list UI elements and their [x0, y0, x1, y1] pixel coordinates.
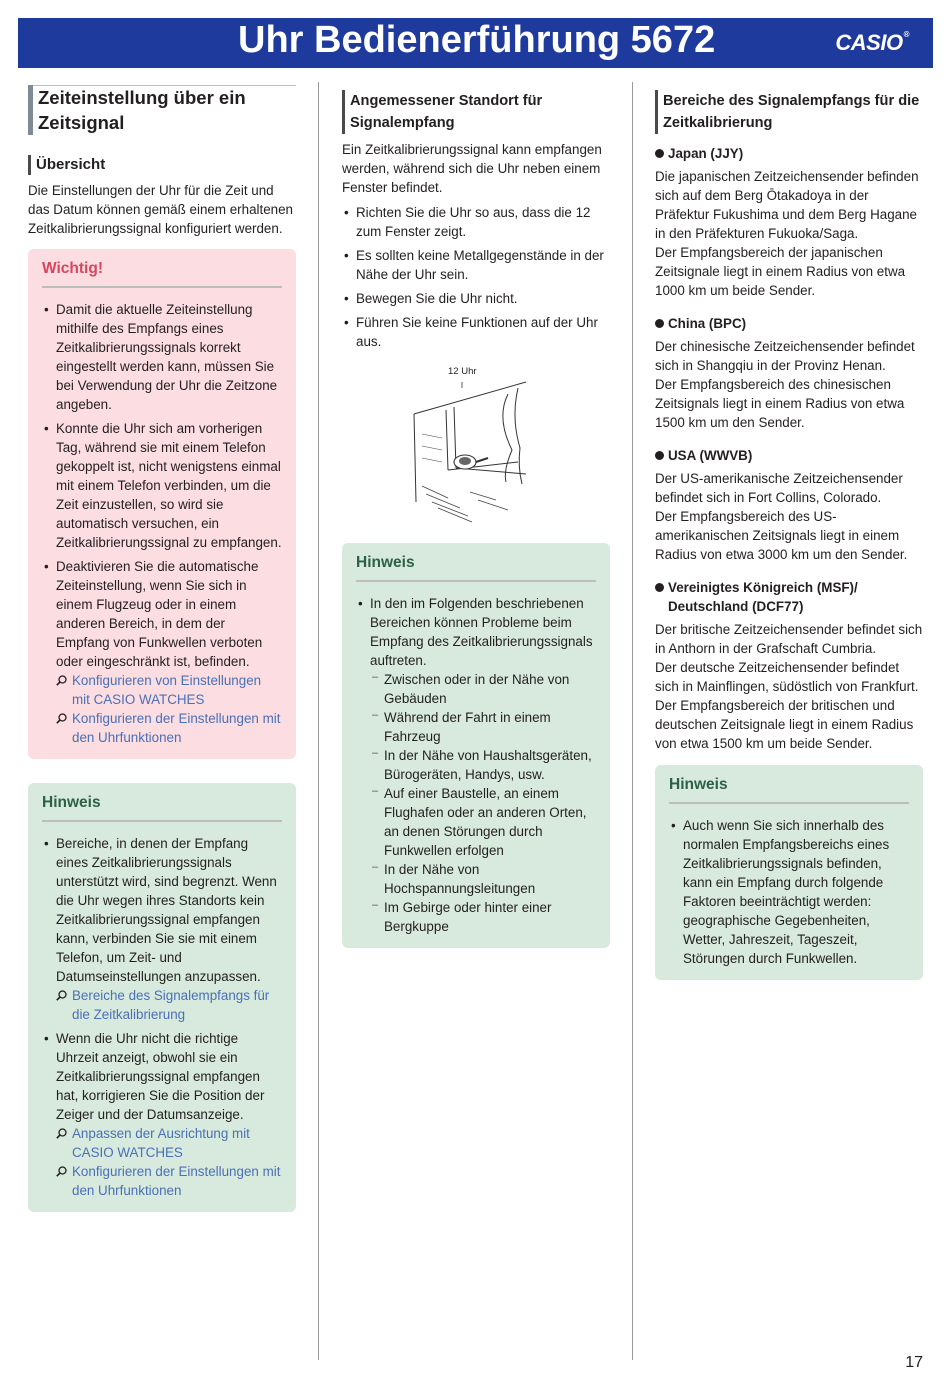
region-heading-china: China (BPC) — [655, 314, 923, 333]
link-watch-functions-settings[interactable]: Konfigurieren der Einstellungen mit den Uhrfunktionen — [56, 709, 282, 747]
sub-list-item: – In der Nähe von Hochspannungsleitungen — [370, 860, 596, 898]
magnifier-icon — [56, 713, 67, 724]
region-text: Der chinesische Zeitzeichensender befindet sich in Shangqiu in der Provinz Henan. Der Empfangsbereich des chinesischen Zeitsignals liegt in einem Radius von etwa 1500 km um den Sender. — [655, 339, 915, 430]
list-item: • Führen Sie keine Funktionen auf der Uhr aus. — [342, 313, 610, 351]
note-box — [342, 543, 610, 948]
casio-logo: CASIO® — [835, 30, 909, 55]
bullet-icon — [655, 451, 664, 460]
list-item: • Richten Sie die Uhr so aus, dass die 12 zum Fenster zeigt. — [342, 203, 610, 241]
important-title: Wichtig! — [42, 259, 282, 288]
region-heading-japan: Japan (JJY) — [655, 144, 923, 163]
bullet-icon — [655, 149, 664, 158]
note-box — [655, 765, 923, 980]
sub-list-item: – Im Gebirge oder hinter einer Bergkuppe — [370, 898, 596, 936]
window-illustration — [342, 356, 610, 526]
overview-text: Die Einstellungen der Uhr für die Zeit und das Datum können gemäß einem erhaltenen Zeitkalibrierungssignal konfiguriert werden. — [28, 183, 293, 236]
list-item: • Es sollten keine Metallgegenstände in der Nähe der Uhr sein. — [342, 246, 610, 284]
region-text: Die japanischen Zeitzeichensender befinden sich auf dem Berg Ōtakadoya in der Präfektur Fukushima und dem Berg Hagane in den Präfekturen Fukuoka/Saga. Der Empfangsbereich der japanischen Zeitsignale liegt in einem Radius von etwa 1000 km um beide Sender. — [655, 169, 919, 298]
bullet-icon — [655, 583, 664, 592]
subheading-overview: Übersicht — [28, 155, 296, 175]
column-left — [28, 85, 296, 1212]
list-item: • Wenn die Uhr nicht die richtige Uhrzeit anzeigt, obwohl sie ein Zeitkalibrierungssignal empfangen hat, korrigieren Sie die Position der Zeiger und der Datumsanzeige. Anpassen der Ausrichtung mit CASIO WATCHES Konfigurieren der Einstellungen mit den Uhrfunktionen — [42, 1029, 282, 1200]
list-item: • In den im Folgenden beschriebenen Bereichen können Probleme beim Empfang des Zeitkalibrierungssignals auftreten. – Zwischen oder in der Nähe von Gebäuden – Während der Fahrt in einem Fahrzeug – In der Nähe von Haushaltsgeräten, Bürogeräten, Handys, usw. – Auf einer Baustelle, an einem Flughafen oder an anderen Orten, an denen Störungen durch Funkwellen erfolgen – In der Nähe von Hochspannungsleitungen – Im Gebirge oder hinter einer Bergkuppe — [356, 594, 596, 936]
page-title: Uhr Bedienerführung 5672 — [238, 19, 716, 61]
column-divider — [318, 82, 319, 1360]
column-right — [655, 90, 923, 980]
list-item: • Bereiche, in denen der Empfang eines Zeitkalibrierungssignals unterstützt wird, sind begrenzt. Wenn die Uhr wegen ihres Standorts kein Zeitkalibrierungssignal empfangen kann, verbinden Sie sie mit einem Telefon, um Zeit- und Datumseinstellungen anzupassen. Bereiche des Signalempfangs für die Zeitkalibrierung — [42, 834, 282, 1024]
section-heading: Angemessener Standort für Signalempfang — [342, 90, 610, 134]
section-heading: Bereiche des Signalempfangs für die Zeitkalibrierung — [655, 90, 923, 134]
window-watch-drawing — [408, 374, 538, 524]
region-text: Der US-amerikanische Zeitzeichensender befindet sich in Fort Collins, Colorado. Der Empfangsbereich des US-amerikanischen Zeitsignals liegt in einem Radius von etwa 3000 km um den Sender. — [655, 471, 908, 562]
link-casio-watches-settings[interactable]: Konfigurieren von Einstellungen mit CASIO WATCHES — [56, 671, 282, 709]
sub-list-item: – Während der Fahrt in einem Fahrzeug — [370, 708, 596, 746]
magnifier-icon — [56, 1166, 67, 1177]
column-divider — [632, 82, 633, 1360]
illustration-label: 12 Uhr — [448, 366, 477, 377]
page-header — [18, 18, 933, 68]
sub-list-item: – In der Nähe von Haushaltsgeräten, Bürogeräten, Handys, usw. — [370, 746, 596, 784]
link-adjust-alignment[interactable]: Anpassen der Ausrichtung mit CASIO WATCHES — [56, 1124, 282, 1162]
important-box — [28, 249, 296, 759]
list-item: • Deaktivieren Sie die automatische Zeiteinstellung, wenn Sie sich in einem Flugzeug oder in einem anderen Bereich, in dem der Empfang von Funkwellen verboten oder eingeschränkt ist, befinden. Konfigurieren von Einstellungen mit CASIO WATCHES Konfigurieren der Einstellungen mit den Uhrfunktionen — [42, 557, 282, 747]
region-text: Der britische Zeitzeichensender befindet sich in Anthorn in der Grafschaft Cumbria. Der deutsche Zeitzeichensender befindet sich in Mainflingen, südöstlich von Frankfurt. Der Empfangsbereich der britischen und deutschen Zeitsignale liegt in einem Radius von etwa 1500 km um beide Sender. — [655, 622, 923, 751]
magnifier-icon — [56, 990, 67, 1001]
magnifier-icon — [56, 675, 67, 686]
sub-list-item: – Zwischen oder in der Nähe von Gebäuden — [370, 670, 596, 708]
section-heading: Zeiteinstellung über ein Zeitsignal — [28, 85, 296, 135]
column-middle — [342, 90, 610, 948]
sub-list-item: – Auf einer Baustelle, an einem Flughafen oder an anderen Orten, an denen Störungen durch Funkwellen erfolgen — [370, 784, 596, 860]
list-item: • Auch wenn Sie sich innerhalb des normalen Empfangsbereichs eines Zeitkalibrierungssignals befinden, kann ein Empfang durch folgende Faktoren beeinträchtigt werden: geographische Gegebenheiten, Wetter, Jahreszeit, Tageszeit, Störungen durch Funkwellen. — [669, 816, 909, 968]
note-title: Hinweis — [356, 553, 596, 582]
note-title: Hinweis — [669, 775, 909, 804]
page-number: 17 — [905, 1354, 923, 1371]
bullet-icon — [655, 319, 664, 328]
region-heading-uk-germany: Vereinigtes Königreich (MSF)/ Deutschland (DCF77) — [655, 578, 923, 616]
list-item: • Konnte die Uhr sich am vorherigen Tag, während sie mit einem Telefon gekoppelt ist, nicht wenigstens einmal mit einem Telefon verbinden, um die Zeit einzustellen, so wird sie automatisch versuchen, ein Zeitkalibrierungssignal zu empfangen. — [42, 419, 282, 552]
link-watch-functions-settings[interactable]: Konfigurieren der Einstellungen mit den Uhrfunktionen — [56, 1162, 282, 1200]
link-reception-areas[interactable]: Bereiche des Signalempfangs für die Zeitkalibrierung — [56, 986, 282, 1024]
note-title: Hinweis — [42, 793, 282, 822]
note-box — [28, 783, 296, 1212]
list-item: • Bewegen Sie die Uhr nicht. — [342, 289, 610, 308]
location-intro: Ein Zeitkalibrierungssignal kann empfangen werden, während sich die Uhr neben einem Fenster befindet. — [342, 142, 602, 195]
list-item: • Damit die aktuelle Zeiteinstellung mithilfe des Empfangs eines Zeitkalibrierungssignals korrekt eingestellt werden kann, müssen Sie bei Verwendung der Uhr die Zeitzone angeben. — [42, 300, 282, 414]
magnifier-icon — [56, 1128, 67, 1139]
region-heading-usa: USA (WWVB) — [655, 446, 923, 465]
